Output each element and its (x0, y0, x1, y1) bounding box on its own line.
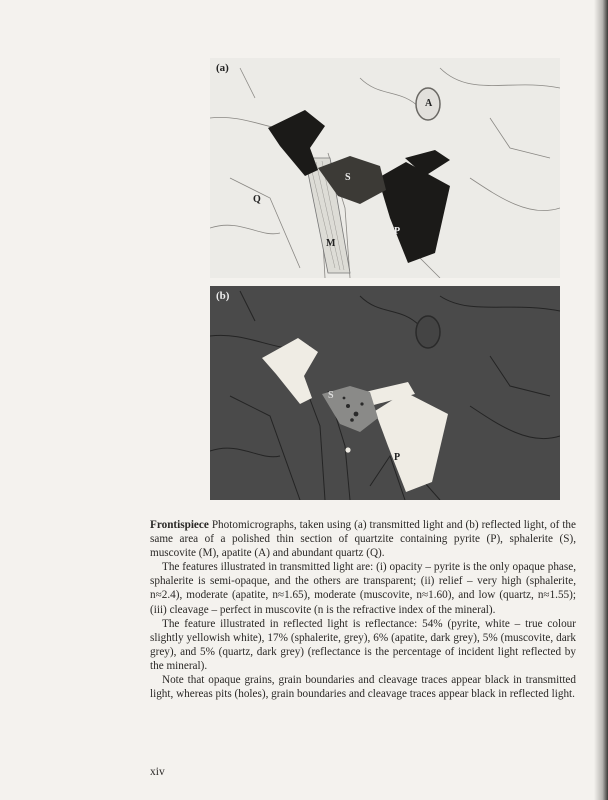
transmitted-light-image (210, 58, 560, 278)
mineral-label-pyrite: P (394, 226, 401, 237)
caption-paragraph-note: Note that opaque grains, grain boundaries and cleavage traces appear black in transmitted light, whereas pits (holes), grain boundaries and cleavage traces appear black in reflected light. (150, 674, 576, 701)
panel-a-label: (a) (216, 62, 229, 74)
photomicrograph-reflected-light (210, 286, 560, 500)
caption-paragraph-transmitted: The features illustrated in transmitted light are: (i) opacity – pyrite is the only opaque phase, sphalerite is semi-opaque, and the others are transparent; (ii) relief – very high (sphalerite, n≈2.4), moderate (apatite, n≈1.65), moderate (muscovite, n≈1.60), and low (quartz, n≈1.55); (iii) cleavage – perfect in muscovite (n is the refractive index of the mineral). (150, 561, 576, 616)
mineral-label-quartz: Q (253, 194, 261, 205)
page-number: xiv (150, 766, 165, 778)
caption-lead: Frontispiece (150, 519, 209, 531)
reflected-light-image (210, 286, 560, 500)
mineral-label-pyrite-reflected: P (394, 452, 401, 463)
page-edge-shadow (594, 0, 608, 800)
caption-paragraph-reflected: The feature illustrated in reflected light is reflectance: 54% (pyrite, white – true colour slightly yellowish white), 17% (sphalerite, grey), 6% (apatite, dark grey), 5% (muscovite, dark grey), and 5% (quartz, dark grey) (reflectance is the percentage of incident light reflected by the mineral). (150, 617, 576, 672)
caption-intro-paragraph (150, 518, 576, 560)
figure-caption (150, 518, 576, 701)
photomicrograph-transmitted-light (210, 58, 560, 278)
mineral-label-sphalerite: S (345, 172, 351, 183)
caption-intro: Photomicrographs, taken using (a) transmitted light and (b) reflected light, of the same area of a polished thin section of quartzite containing pyrite (P), sphalerite (S), muscovite (M), apatite (A) and abundant quartz (Q). (150, 519, 576, 560)
mineral-label-sphalerite-reflected: S (328, 390, 334, 401)
panel-b-label: (b) (216, 290, 230, 302)
mineral-label-muscovite: M (326, 238, 336, 249)
mineral-label-apatite: A (425, 98, 433, 109)
